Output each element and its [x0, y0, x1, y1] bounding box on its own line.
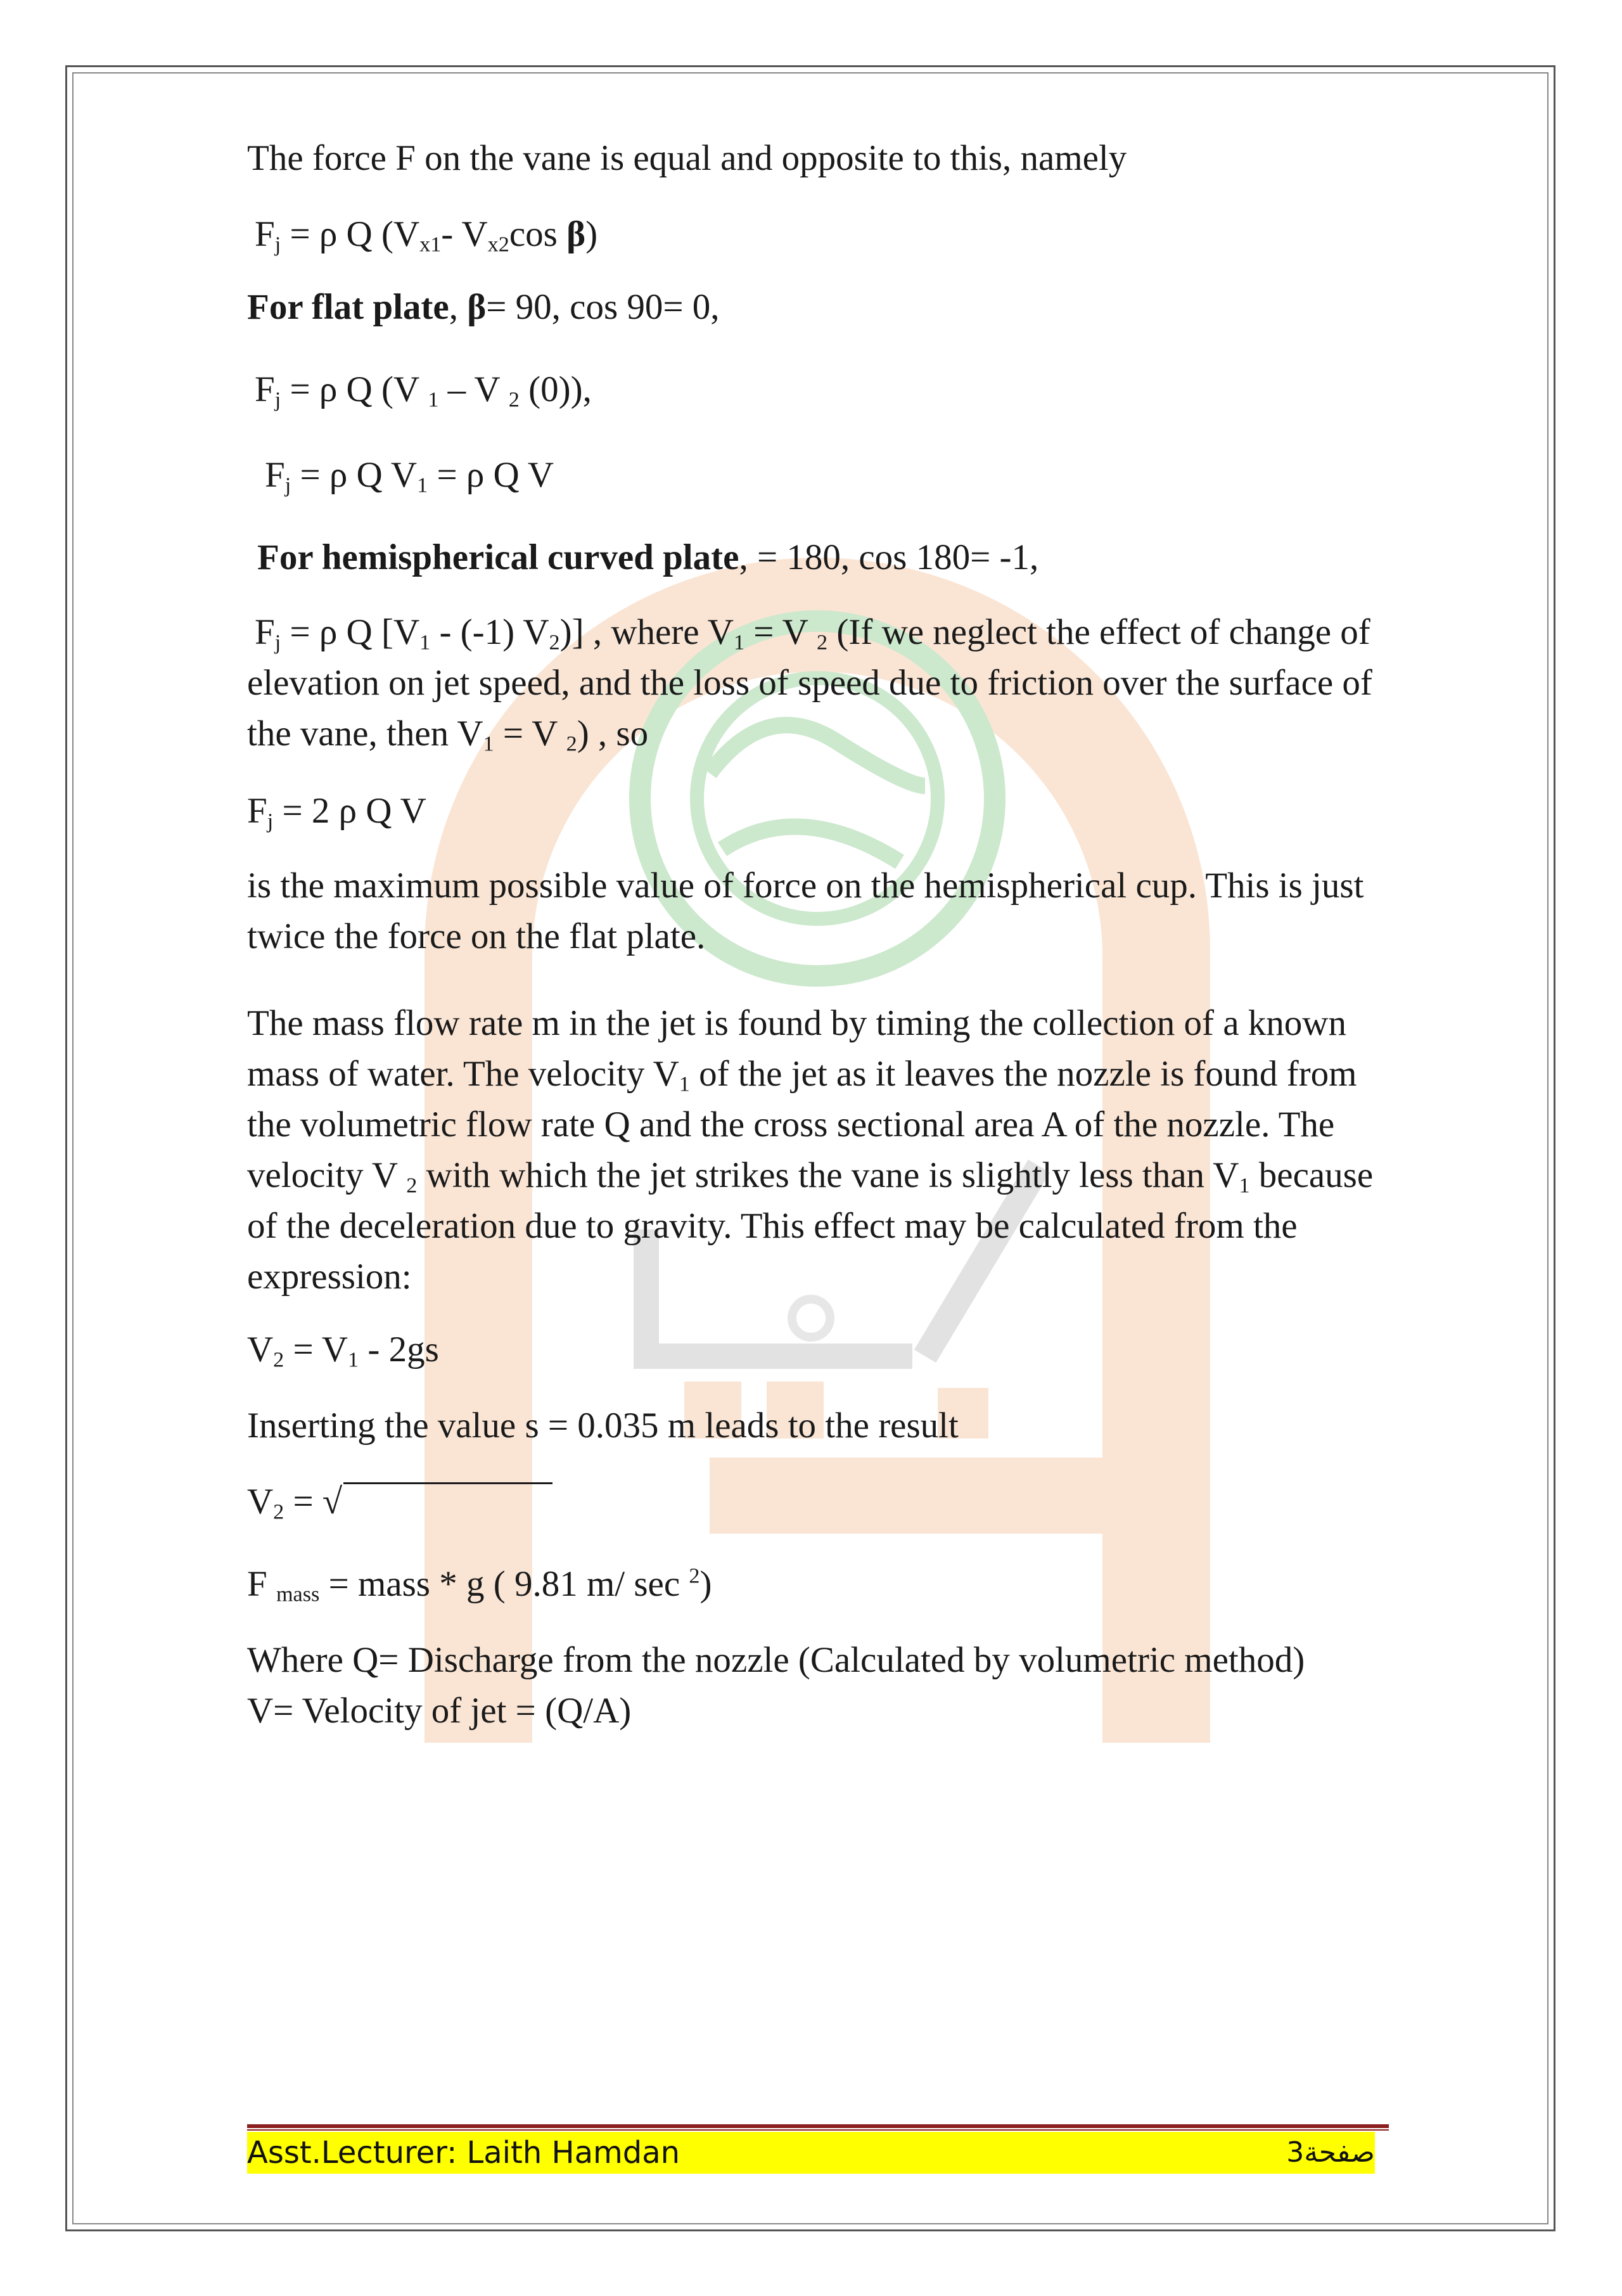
mass-flow-paragraph: The mass flow rate m in the jet is found by timing the collection of a known mass of water. The velocity $V_1$ of the jet as it leaves the nozzle is found from the volumetric flow rate Q and the cross sectional area A of the nozzle. The velocity V $_2$ with which the jet strikes the vane is slightly less than $V_1$ because of the deceleration due to gravity. This effect may be calculated from the expression: [247, 1003, 1374, 1297]
max-force-paragraph: is the maximum possible value of force on the hemispherical cup. This is just twice the force on the flat plate. [247, 866, 1364, 956]
equation-flat-plate: $F_j = \rho$ Q (V $_1$ – V $_2$ (0)), [255, 369, 592, 412]
footer-rule [247, 2124, 1389, 2128]
footer-author: Asst.Lecturer: Laith Hamdan [247, 2135, 680, 2171]
equation-mass-force: F $_{mass}$ = mass * g ( 9.81 m/ sec $^2$) [247, 1564, 712, 1607]
intro-line: The force F on the vane is equal and opposite to this, namely [247, 138, 1127, 178]
sqrt-vinculum [343, 1482, 552, 1516]
inserting-line: Inserting the value s = 0.035 m leads to the result [247, 1406, 959, 1446]
footer-rule-thin [247, 2129, 1389, 2131]
where-velocity-line: V= Velocity of jet = (Q/A) [247, 1691, 632, 1731]
equation-hemispherical: $F_j = \rho$ Q [$V_1 - (-1)$ $V_2$)] , where $V_1 = V$ $_2$ (If we neglect the effect of change of elevation on jet speed, and the loss of speed due to friction over the surface of the vane, then $V_1 = V$ $_2$) , so [247, 612, 1372, 756]
where-discharge-line: Where Q= Discharge from the nozzle (Calculated by volumetric method) [247, 1640, 1305, 1680]
hemispherical-heading: For hemispherical curved plate, = 180, cos 180= -1, [257, 537, 1039, 577]
flat-plate-heading: For flat plate, β= 90, cos 90= 0, [247, 287, 720, 327]
equation-force-general: $F_j = \rho$ Q ($V_{x1}-$ $V_{x2}\cos$ β) [255, 214, 598, 257]
equation-velocity: $V_2 = V_1 - 2gs$ [247, 1330, 439, 1372]
equation-velocity-sqrt: $V_2$ = √ [247, 1477, 552, 1527]
equation-max-force: $F_j = 2$ ρ Q V [247, 791, 426, 833]
footer-page-number: 3ﺻﻔﺤﺔ [1286, 2136, 1375, 2169]
equation-flat-plate-result: $F_j = \rho$ Q $V_1 = \rho$ Q V [265, 455, 554, 497]
